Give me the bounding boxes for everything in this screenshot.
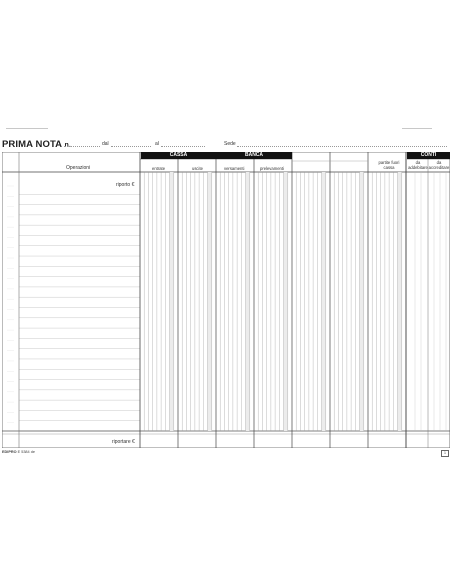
currency-bottom: € [132, 439, 135, 445]
footer-code-text: E 5384 de [17, 450, 35, 454]
ledger-grid [2, 152, 450, 448]
branch-field[interactable] [237, 146, 447, 147]
number-label: n. [64, 142, 71, 149]
group-cassa: CASSA [141, 152, 216, 159]
from-label: dal [102, 141, 109, 147]
group-banca: BANCA [216, 152, 292, 159]
from-field[interactable] [111, 146, 151, 147]
to-field[interactable] [161, 146, 205, 147]
sub-prelevamenti: prelevamenti [260, 166, 284, 171]
top-left-rule [6, 128, 48, 129]
page-number: 1 [441, 450, 449, 457]
sub-accreditare: da accreditare [428, 160, 450, 170]
title-text: PRIMA NOTA [2, 139, 62, 150]
sub-addebitare: da addebitare [408, 160, 428, 170]
carry-forward-bottom-label: riportare [112, 439, 131, 445]
number-field[interactable] [64, 146, 100, 147]
sub-entrate: entrate [152, 166, 166, 171]
currency-top: € [131, 182, 135, 188]
branch-label: Sede [224, 141, 236, 147]
to-label: al [155, 141, 159, 147]
carry-forward-bottom [112, 439, 135, 445]
group-conti: CONTI [407, 152, 450, 159]
operations-header: Operazioni [66, 165, 91, 171]
carry-forward-top [116, 182, 134, 188]
top-right-rule [402, 128, 432, 129]
footer-brand: EDIPRO [2, 450, 17, 454]
page-title [2, 139, 71, 150]
extra-column-header: partite fuori cassa [378, 160, 400, 170]
sub-uscite: uscite [192, 166, 203, 171]
footer-code [2, 450, 35, 454]
carry-forward-top-label: riporto [116, 182, 131, 188]
sub-versamenti: versamenti [224, 166, 245, 171]
